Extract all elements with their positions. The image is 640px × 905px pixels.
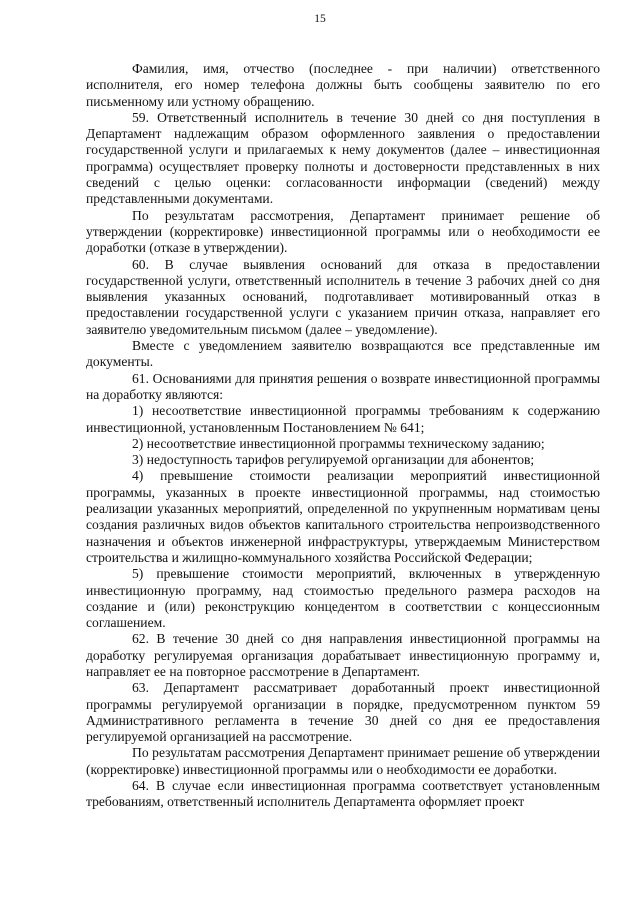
paragraph: 59. Ответственный исполнитель в течение 30 дней со дня поступления в Департамент надлежащим образом оформленного заявления о предоставлении государственной услуги и прилагаемых к нему документов (далее – инвестиционная программа) осуществляет проверку полноты и достоверности представленных в них сведений с целью оценки: согласованности информации (сведений) между представленными документами. [86,109,600,207]
list-item: 2) несоответствие инвестиционной программы техническому заданию; [132,435,545,451]
paragraph: 61. Основаниями для принятия решения о возврате инвестиционной программы на доработку являются: [86,370,600,402]
paragraph: По результатам рассмотрения Департамент принимает решение об утверждении (корректировке) инвестиционной программы или о необходимости ее доработки. [86,745,600,777]
list-item: 5) превышение стоимости мероприятий, включенных в утвержденную инвестиционную программу, над стоимостью предельного размера расходов на создание и (или) реконструкцию концедентом в соответствии с концессионным соглашением. [86,566,600,631]
paragraph: 64. В случае если инвестиционная программа соответствует установленным требованиям, ответственный исполнитель Департамента оформляет проект [86,778,600,810]
document-body [86,61,600,811]
list-item: 4) превышение стоимости реализации мероприятий инвестиционной программы, указанных в проекте инвестиционной программы, над стоимостью реализации указанных мероприятий, определенной по укрупненным нормативам цены создания различных видов объектов капитального строительства непроизводственного назначения и объектов инженерной инфраструктуры, утверждаемым Министерством строительства и жилищно-коммунального хозяйства Российской Федерации; [86,468,600,565]
paragraph: Вместе с уведомлением заявителю возвращаются все представленные им документы. [86,338,600,370]
list-item: 1) несоответствие инвестиционной программы требованиям к содержанию инвестиционной, установленным Постановлением № 641; [86,403,600,435]
paragraph: 63. Департамент рассматривает доработанный проект инвестиционной программы регулируемой организации в порядке, предусмотренном пунктом 59 Административного регламента в течение 30 дней со дня ее предоставления регулируемой организацией на рассмотрение. [86,680,600,745]
page-number: 15 [314,13,326,25]
paragraph: Фамилия, имя, отчество (последнее - при наличии) ответственного исполнителя, его номер телефона должны быть сообщены заявителю по его письменному или устному обращению. [86,61,600,109]
paragraph: 60. В случае выявления оснований для отказа в предоставлении государственной услуги, ответственный исполнитель в течение 3 рабочих дней со дня выявления указанных оснований, подготавливает мотивированный отказ в предоставлении государственной услуги с указанием причин отказа, направляет его заявителю уведомительным письмом (далее – уведомление). [86,256,600,337]
paragraph: 62. В течение 30 дней со дня направления инвестиционной программы на доработку регулируемая организация дорабатывает инвестиционную программу и, направляет ее на повторное рассмотрение в Департамент. [86,631,600,679]
list-item: 3) недоступность тарифов регулируемой организации для абонентов; [132,452,535,468]
paragraph: По результатам рассмотрения, Департамент принимает решение об утверждении (корректировке) инвестиционной программы или о необходимости ее доработки (отказе в утверждении). [86,207,600,256]
